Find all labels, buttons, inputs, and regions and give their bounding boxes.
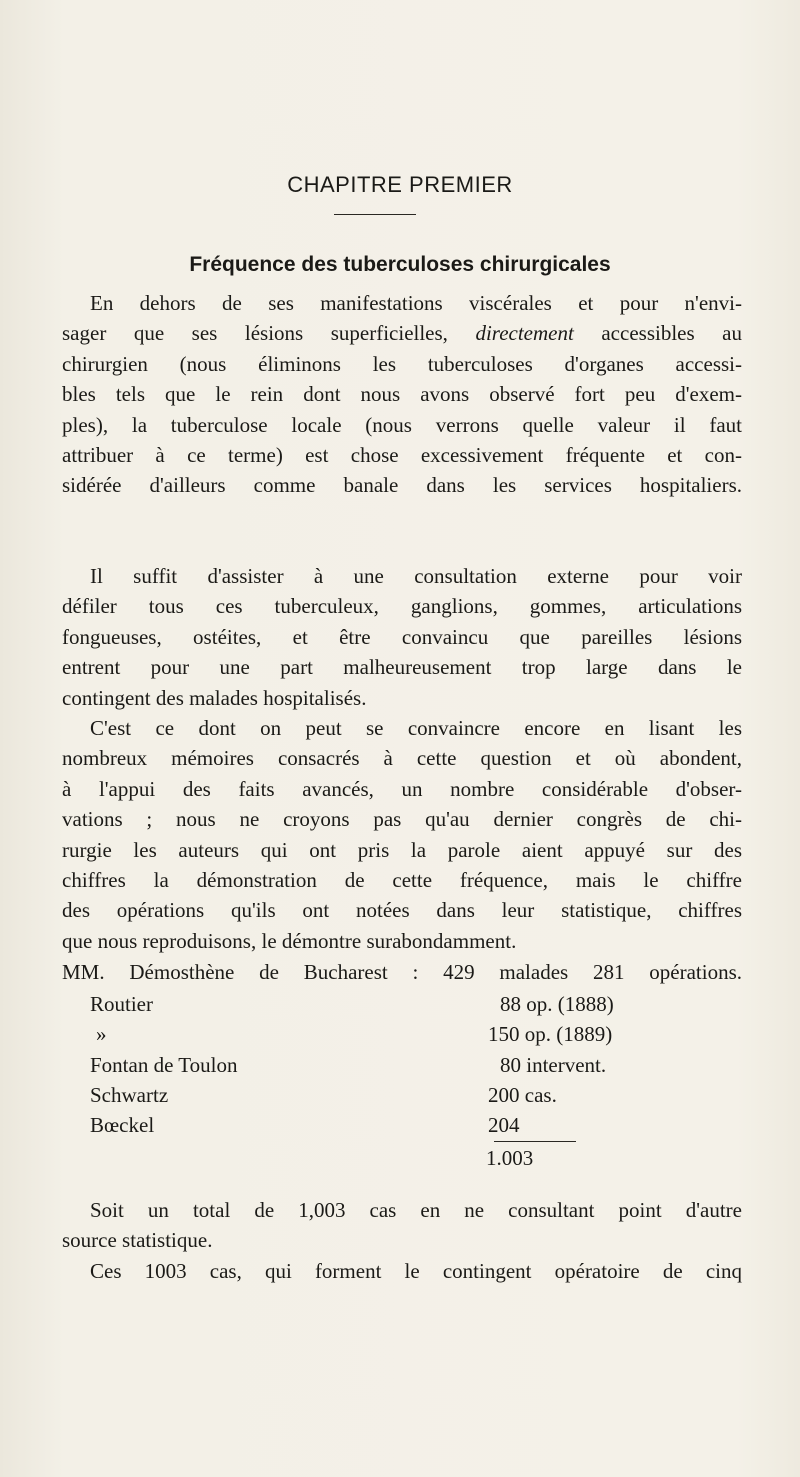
stats-author: Bœckel [90,1113,155,1137]
stats-intro [62,957,742,987]
stats-total: 1.003 [486,1146,534,1170]
stats-author: Fontan de Toulon [90,1053,238,1077]
chapter-title: CHAPITRE PREMIER [287,172,513,197]
title-divider [334,214,416,215]
text-line: chirurgien (nous éliminons les tuberculoses d'organes accessi- [62,351,742,376]
text-line: que nous reproduisons, le démontre surabondamment. [62,928,517,953]
text-line: contingent des malades hospitalisés. [62,685,367,710]
paragraph-4 [62,1195,742,1256]
paragraph-1 [62,288,742,501]
text-line: source statistique. [62,1228,213,1253]
stats-value: 204 [488,1113,520,1137]
paragraph-5 [62,1256,742,1286]
stats-author: Routier [90,992,153,1016]
stats-value: 200 cas. [488,1083,557,1107]
text-line: défiler tous ces tuberculeux, ganglions, gommes, articulations [62,594,742,619]
text-line: vations ; nous ne croyons pas qu'au dernier congrès de chi- [62,807,742,832]
paragraph-3 [62,713,742,956]
stats-author: Schwartz [90,1083,169,1107]
text-line: des opérations qu'ils ont notées dans leur statistique, chiffres [62,898,742,923]
text-line: bles tels que le rein dont nous avons observé fort peu d'exem- [62,382,742,407]
text-line: à l'appui des faits avancés, un nombre considérable d'obser- [62,776,742,801]
text-segment: sager que ses lésions superficielles, [62,321,448,346]
text-line [62,318,742,348]
stats-author: » [96,1022,107,1046]
text-line: MM. Démosthène de Bucharest : 429 malades 281 opérations. [62,960,742,984]
stats-value: 80 intervent. [500,1053,607,1077]
paragraph-2 [62,561,742,713]
text-line: Soit un total de 1,003 cas en ne consultant point d'autre [90,1198,742,1222]
text-line: chiffres la démonstration de cette fréquence, mais le chiffre [62,868,742,893]
section-title: Fréquence des tuberculoses chirurgicales [189,253,611,276]
total-divider [494,1141,576,1142]
text-line: attribuer à ce terme) est chose excessivement fréquente et con- [62,443,742,468]
stats-value: 150 op. (1889) [488,1022,613,1046]
text-line: ples), la tuberculose locale (nous verrons quelle valeur il faut [62,412,742,437]
text-line: fongueuses, ostéites, et être convaincu que pareilles lésions [62,624,742,649]
italic-word: directement [475,321,574,346]
text-line: nombreux mémoires consacrés à cette question et où abondent, [62,746,742,771]
text-line: rurgie les auteurs qui ont pris la parole aient appuyé sur des [62,837,742,862]
text-line: Ces 1003 cas, qui forment le contingent opératoire de cinq [90,1259,742,1283]
text-line: entrent pour une part malheureusement trop large dans le [62,655,742,680]
text-line: En dehors de ses manifestations viscérales et pour n'envi- [90,291,742,315]
text-line: Il suffit d'assister à une consultation externe pour voir [90,564,742,588]
text-segment: accessibles au [601,321,742,346]
stats-value: 88 op. (1888) [500,992,614,1016]
text-line: sidérée d'ailleurs comme banale dans les services hospitaliers. [62,473,742,498]
text-line: C'est ce dont on peut se convaincre encore en lisant les [90,716,742,740]
